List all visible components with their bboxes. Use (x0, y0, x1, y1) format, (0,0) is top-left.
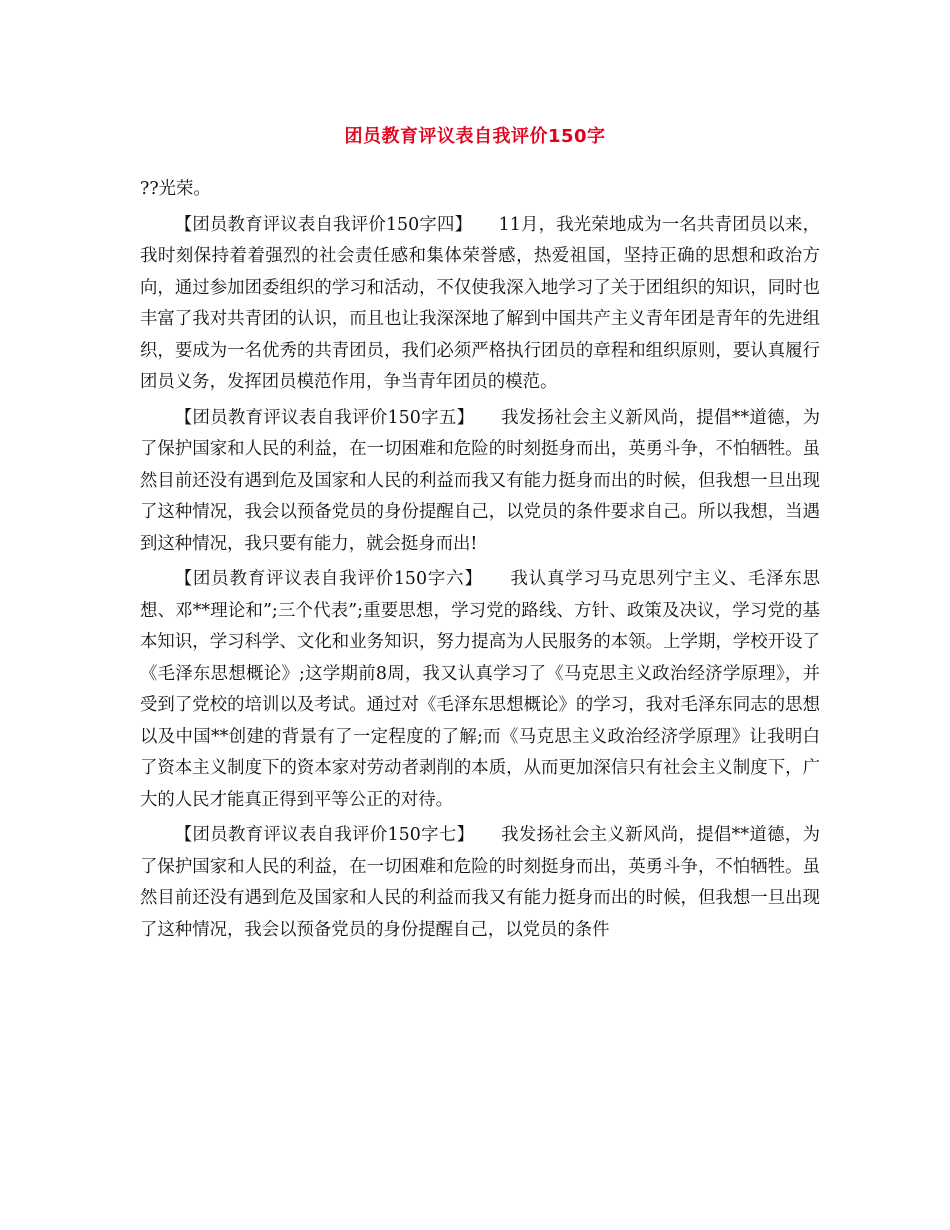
paragraph-evaluation-7: 【团员教育评议表自我评价150字七】 我发扬社会主义新风尚，提倡**道德，为了保护国家和人民的利益，在一切困难和危险的时刻挺身而出，英勇斗争，不怕牺牲。虽然目前还没有遇到危及国家和人民的利益而我又有能力挺身而出的时候，但我想一旦出现了这种情况，我会以预备党员的身份提醒自己，以党员的条件 (140, 825, 820, 940)
document-title: 团员教育评议表自我评价150字 (344, 126, 606, 147)
paragraph-evaluation-4: 【团员教育评议表自我评价150字四】 11月，我光荣地成为一名共青团员以来，我时刻保持着着强烈的社会责任感和集体荣誉感，热爱祖国，坚持正确的思想和政治方向，通过参加团委组织的学习和活动，不仅使我深入地学习了关于团组织的知识，同时也丰富了我对共青团的认识，而且也让我深深地了解到中国共产主义青年团是青年的先进组织，要成为一名优秀的共青团员，我们必须严格执行团员的章程和组织原则，要认真履行团员义务，发挥团员模范作用，争当青年团员的模范。 (140, 214, 820, 392)
document-body (140, 174, 820, 946)
paragraph-evaluation-6: 【团员教育评议表自我评价150字六】 我认真学习马克思列宁主义、毛泽东思想、邓**理论和”;三个代表”;重要思想，学习党的路线、方针、政策及决议，学习党的基本知识，学习科学、文化和业务知识，努力提高为人民服务的本领。上学期，学校开设了《毛泽东思想概论》;这学期前8周，我又认真学习了《马克思主义政治经济学原理》，并受到了党校的培训以及考试。通过对《毛泽东思想概论》的学习，我对毛泽东同志的思想以及中国**创建的背景有了一定程度的了解;而《马克思主义政治经济学原理》让我明白了资本主义制度下的资本家对劳动者剥削的本质，从而更加深信只有社会主义制度下，广大的人民才能真正得到平等公正的对待。 (140, 569, 820, 810)
paragraph-evaluation-5: 【团员教育评议表自我评价150字五】 我发扬社会主义新风尚，提倡**道德，为了保护国家和人民的利益，在一切困难和危险的时刻挺身而出，英勇斗争，不怕牺牲。虽然目前还没有遇到危及国家和人民的利益而我又有能力挺身而出的时候，但我想一旦出现了这种情况，我会以预备党员的身份提醒自己，以党员的条件要求自己。所以我想，当遇到这种情况，我只要有能力，就会挺身而出! (140, 407, 820, 554)
paragraph-continuation: ??光荣。 (140, 179, 211, 199)
